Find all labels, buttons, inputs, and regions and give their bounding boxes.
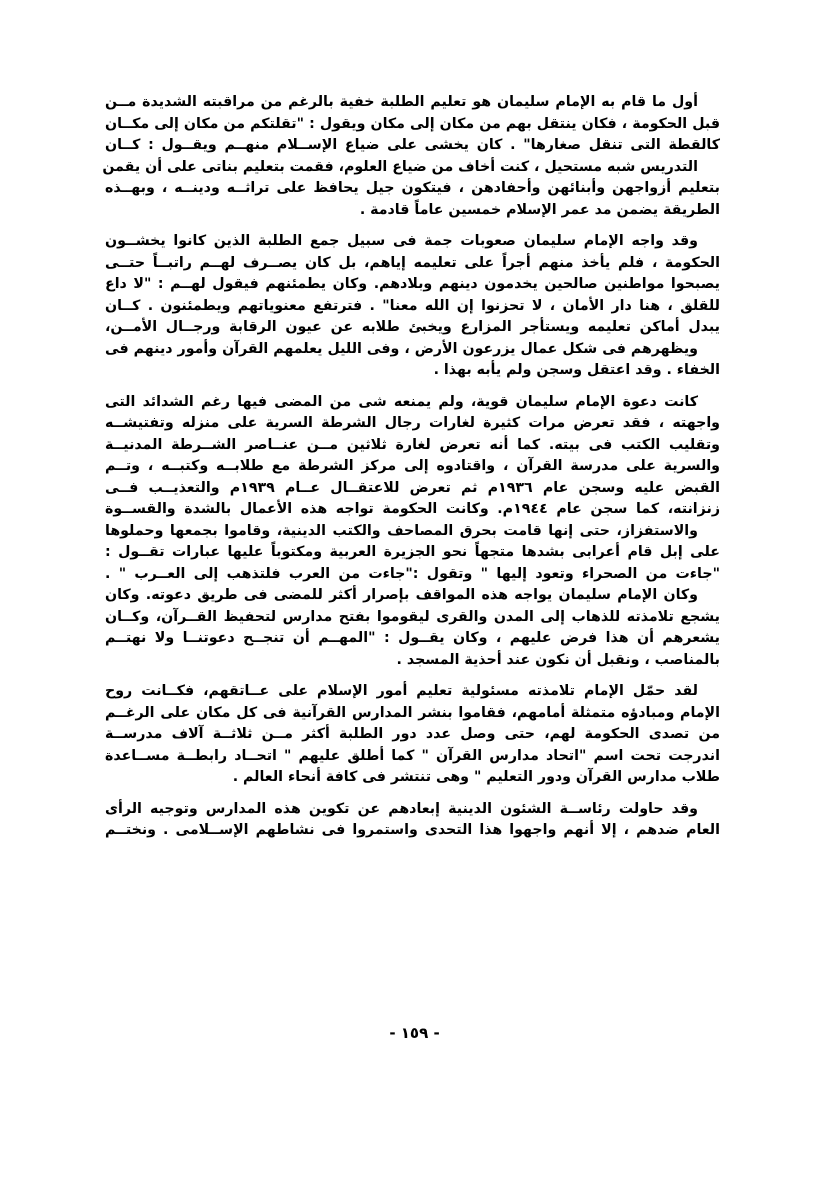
document-page — [102, 92, 720, 852]
text-line: الخفاء . وقد اعتقل وسجن ولم يأبه بهذا . — [433, 362, 720, 378]
text-line: من تصدى الحكومة لهم، حتى وصل عدد دور الطلبة أكثر مــن ثلاثــة آلاف مدرســة — [105, 726, 720, 742]
text-line: لقد حمّل الإمام تلامذته مسئولية تعليم أمور الإسلام على عــاتقهم، فكــانت روح — [105, 683, 698, 699]
text-line: وقد واجه الإمام سليمان صعوبات جمة فى سبيل جمع الطلبة الذين كانوا يخشــون — [105, 233, 698, 249]
text-line: العام ضدهم ، إلا أنهم واجهوا هذا التحدى واستمروا فى نشاطهم الإســلامى . ونختــم — [105, 822, 720, 838]
paragraph-4 — [105, 681, 720, 789]
text-line: بتعليم أزواجهن وأبنائهن وأحفادهن ، فيتكون جيل يحافظ على تراثــه ودينــه ، وبهــذه — [105, 180, 720, 196]
text-line: وقد حاولت رئاســة الشئون الدينية إبعادهم عن تكوين هذه المدارس وتوجيه الرأى — [105, 800, 698, 817]
text-line: التدريس شبه مستحيل ، كنت أخاف من ضياع العلوم، فقمت بتعليم بناتى على أن يقمن — [102, 158, 698, 175]
text-line: كالقطة التى تنقل صغارها" . كان يخشى على ضياع الإســلام منهــم ويقــول : كــان — [105, 137, 720, 153]
text-line: طلاب مدارس القرآن ودور التعليم " وهى تنتشر فى كافة أنحاء العالم . — [232, 769, 720, 785]
page-number: - ١٥٩ - — [389, 1024, 440, 1042]
text-line: وتقليب الكتب فى بيته. كما أنه تعرض لغارة ثلاثين مــن عنــاصر الشــرطة المدنيــة — [105, 436, 720, 453]
text-line: كانت دعوة الإمام سليمان قوية، ولم يمنعه شى من المضى فيها رغم الشدائد التى — [105, 393, 698, 410]
text-line: ويظهرهم فى شكل عمال يزرعون الأرض ، وفى الليل يعلمهم القرآن وأمور دينهم فى — [105, 340, 698, 357]
text-line: القبض عليه وسجن عام ١٩٣٦م ثم تعرض للاعتقــال عــام ١٩٣٩م والتعذيــب فــى — [105, 479, 720, 496]
text-line: بالمناصب ، ونقبل أن نكون عند أحذية المسجد . — [396, 651, 720, 668]
text-line: يصبحوا مواطنين صالحين يخدمون دينهم وبلادهم. وكان يطمئنهم فيقول لهــم : "لا داع — [105, 276, 720, 292]
text-line: يشجع تلامذته للذهاب إلى المدن والقرى ليقوموا بفتح مدارس لتحفيظ القــرآن، وكــان — [105, 608, 720, 625]
text-line: والاستفزاز، حتى إنها قامت بحرق المصاحف والكتب الدينية، وقاموا بجمعها وحملوها — [105, 522, 698, 539]
text-line: على إبل قام أعرابى بشدها متجهاً نحو الجزيرة العربية ومكتوباً عليها عبارات تقــول : — [105, 544, 720, 560]
text-line: أول ما قام به الإمام سليمان هو تعليم الطلبة خفية بالرغم من مراقبته الشديدة مــن — [105, 94, 698, 110]
paragraph-5 — [105, 799, 720, 842]
text-line: والسرية على مدرسة القرآن ، واقتادوه إلى مركز الشرطة مع طلابــه وكتبــه ، وتــم — [105, 458, 720, 474]
text-line: يشعرهم أن هذا فرض عليهم ، وكان يقــول : "المهــم أن تنجــح دعوتنــا ولا نهتــم — [105, 630, 720, 646]
text-line: قبل الحكومة ، فكان ينتقل بهم من مكان إلى مكان ويقول : "تقلتكم من مكان إلى مكــان — [105, 115, 720, 132]
text-line: "جاءت من الصحراء وتعود إليها " وتقول :"جاءت من العرب فلتذهب إلى العــرب " . — [105, 565, 720, 582]
text-line: واجهته ، فقد تعرض مرات كثيرة لغارات رجال الشرطة السرية على منزله وتفتيشــه — [105, 415, 720, 431]
paragraph-1 — [102, 92, 720, 221]
text-line: للقلق ، هنا دار الأمان ، لا تحزنوا إن الله معنا" . فترتفع معنوياتهم ويطمئنون . كــان — [105, 297, 720, 314]
paragraph-3 — [105, 392, 720, 672]
text-line: يبدل أماكن تعليمه ويستأجر المزارع ويخبئ طلابه عن عيون الرقابة ورجــال الأمــن، — [105, 319, 720, 335]
text-line: الإمام ومبادؤه متمثلة أمامهم، فقاموا بنشر المدارس القرآنية فى كل مكان على الرغــم — [105, 704, 720, 721]
text-line: الطريقة يضمن مد عمر الإسلام خمسين عاماً قادمة . — [359, 201, 720, 218]
text-line: وكان الإمام سليمان يواجه هذه المواقف بإصرار أكثر للمضى فى طريق دعوته. وكان — [105, 587, 698, 603]
text-line: الحكومة ، فلم يأخذ منهم أجراً على تعليمه إياهم، بل كان يصــرف لهــم راتبــاً حتــى — [105, 254, 720, 271]
paragraph-2 — [105, 231, 720, 382]
text-line: اندرجت تحت اسم "اتحاد مدارس القرآن " كما أطلق عليهم " اتحــاد رابطــة مســاعدة — [105, 747, 720, 764]
text-line: زنزانته، كما سجن عام ١٩٤٤م. وكانت الحكومة تواجه هذه الأعمال بالشدة والقســوة — [105, 501, 720, 517]
